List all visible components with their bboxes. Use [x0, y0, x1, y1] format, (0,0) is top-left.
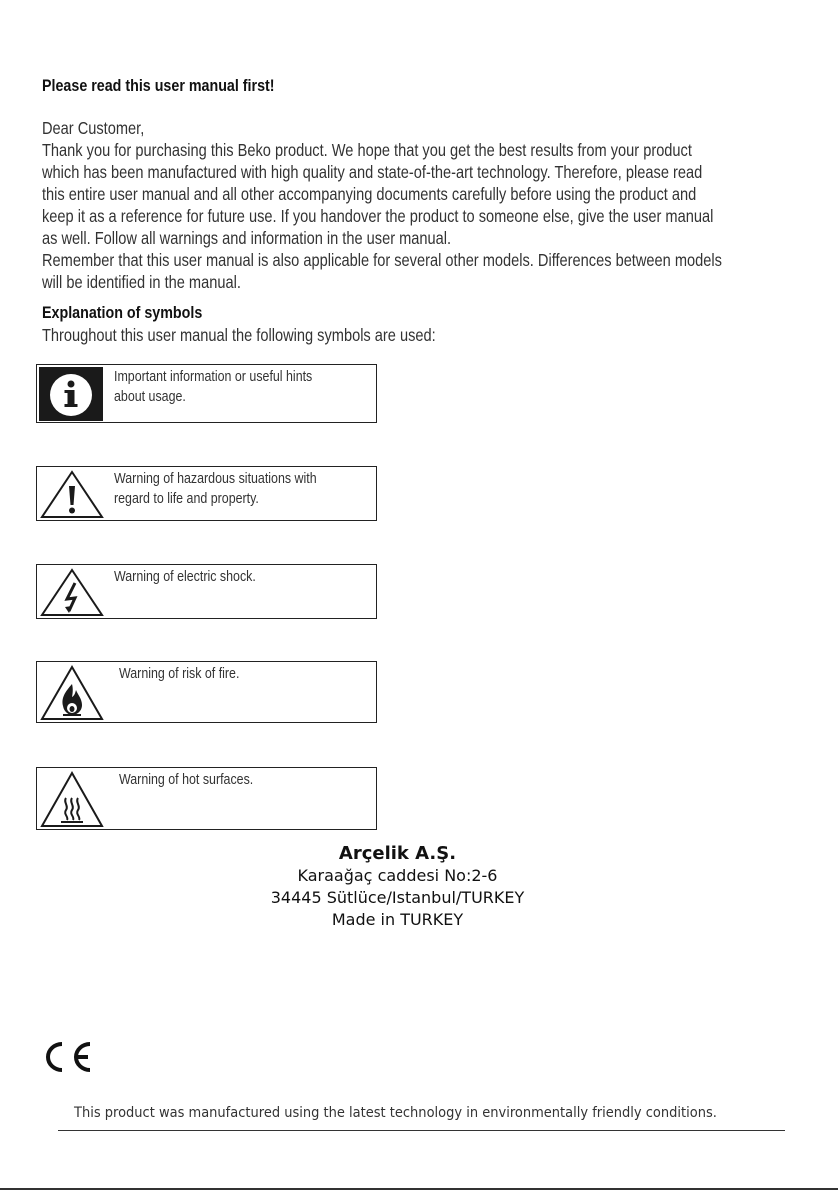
- symbol-line: regard to life and property.: [114, 491, 259, 507]
- symbol-line: Warning of risk of fire.: [119, 666, 240, 682]
- symbols-heading: Explanation of symbols: [42, 303, 203, 322]
- made-in-text: Made in TURKEY: [331, 910, 464, 929]
- symbol-description: [119, 664, 239, 684]
- fire-icon: [39, 664, 105, 726]
- page-title: Please read this user manual first!: [42, 76, 275, 95]
- intro-line: which has been manufactured with high quality and state-of-the-art technology. Therefore, please read: [42, 162, 703, 182]
- symbol-description: [119, 770, 253, 790]
- symbol-description: [114, 367, 312, 407]
- symbol-box-warning: [36, 466, 377, 521]
- symbol-line: Important information or useful hints: [114, 369, 313, 385]
- symbols-intro: Throughout this user manual the following symbols are used:: [42, 325, 436, 345]
- intro-line: keep it as a reference for future use. If you handover the product to someone else, give the user manual: [42, 206, 714, 226]
- symbol-description: [114, 567, 256, 587]
- warning-icon: [39, 469, 105, 524]
- intro-line: this entire user manual and all other accompanying documents carefully before using the product and: [42, 184, 697, 204]
- footer-divider: [58, 1130, 785, 1131]
- intro-line: Thank you for purchasing this Beko product. We hope that you get the best results from your product: [42, 140, 692, 160]
- hot-surface-icon: [39, 770, 105, 833]
- symbol-description: [114, 469, 317, 509]
- company-name: Arçelik A.Ş.: [338, 843, 457, 864]
- page-bottom-border: [0, 1188, 838, 1190]
- symbol-box-hot-surface: [36, 767, 377, 830]
- address-line: 34445 Sütlüce/Istanbul/TURKEY: [270, 888, 525, 907]
- info-icon: [39, 367, 103, 426]
- symbol-line: Warning of hot surfaces.: [119, 772, 254, 788]
- intro-line: Remember that this user manual is also applicable for several other models. Differences between models: [42, 250, 722, 270]
- manufacturer-address: [0, 843, 795, 931]
- intro-text: [42, 117, 789, 293]
- intro-line: will be identified in the manual.: [42, 272, 241, 292]
- ce-mark-icon: [38, 1040, 96, 1079]
- symbol-line: Warning of hazardous situations with: [114, 471, 317, 487]
- symbol-box-info: [36, 364, 377, 423]
- intro-line: Dear Customer,: [42, 118, 145, 138]
- electric-shock-icon: [39, 567, 105, 622]
- symbol-box-electric-shock: [36, 564, 377, 619]
- symbol-box-fire: [36, 661, 377, 723]
- address-line: Karaağaç caddesi No:2-6: [297, 866, 498, 885]
- symbol-line: about usage.: [114, 389, 186, 405]
- symbol-line: Warning of electric shock.: [114, 569, 256, 585]
- footer-text: This product was manufactured using the latest technology in environmentally friendly conditions.: [74, 1105, 717, 1121]
- intro-line: as well. Follow all warnings and information in the user manual.: [42, 228, 452, 248]
